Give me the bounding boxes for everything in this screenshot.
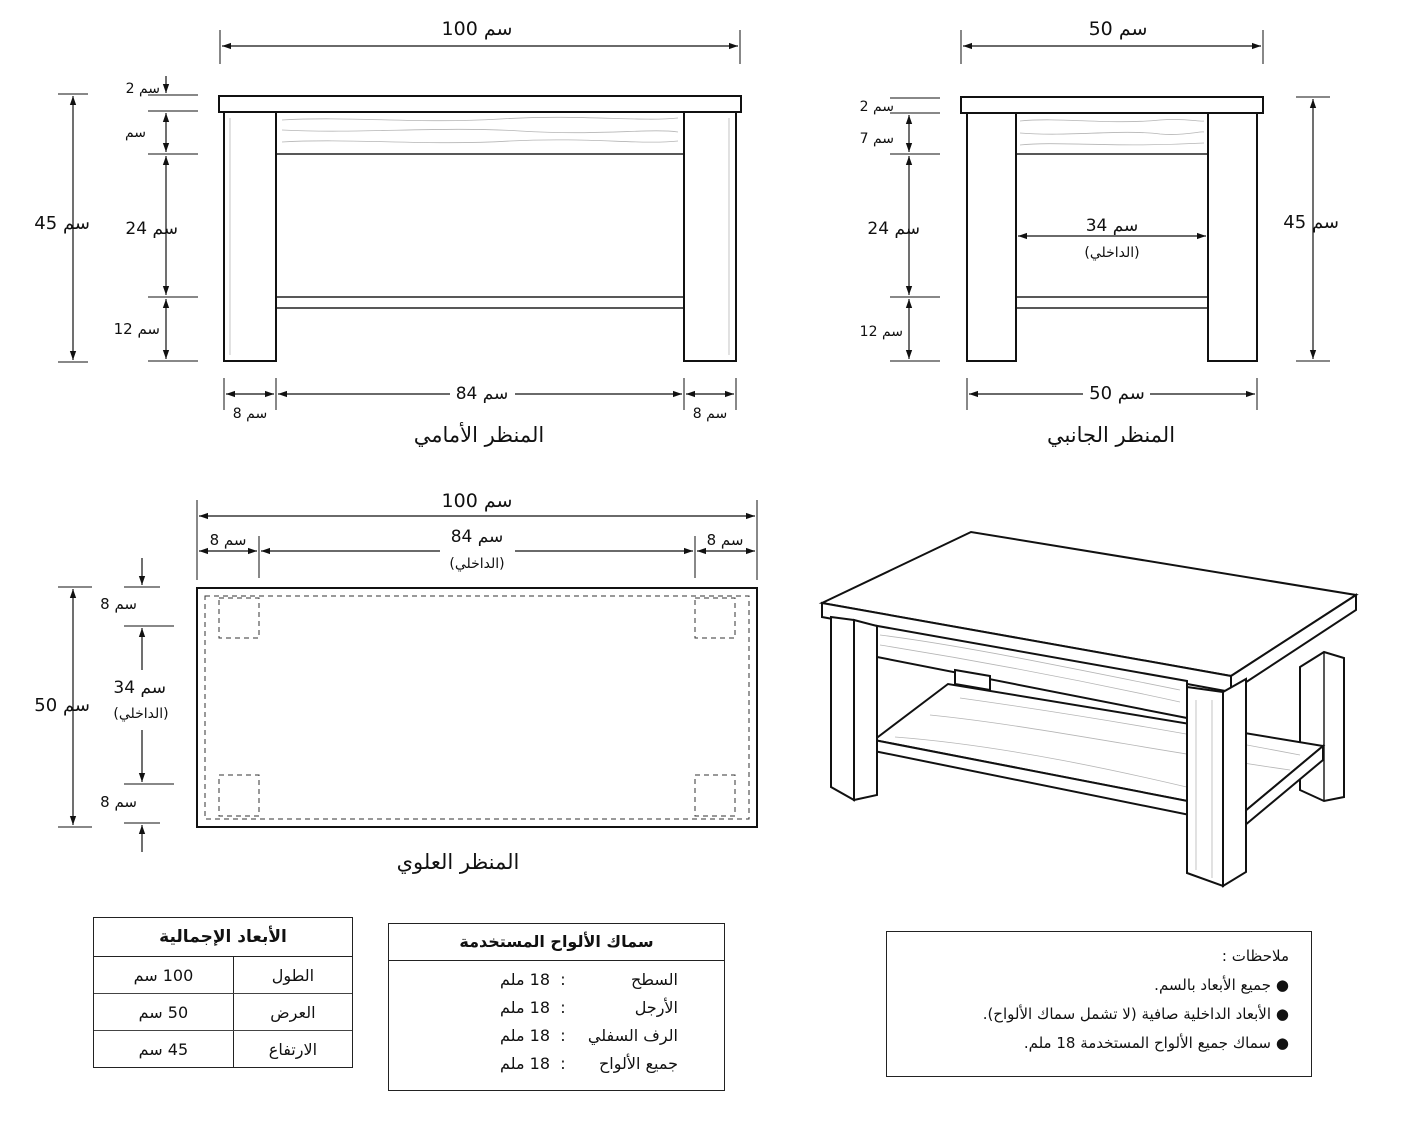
thickness-row — [389, 1049, 678, 1077]
side-inner-note: (الداخلي) — [1084, 245, 1140, 261]
thickness-row — [389, 993, 678, 1021]
iso-back-right-leg — [1300, 652, 1344, 801]
front-tabletop — [219, 96, 741, 112]
side-right-leg — [1208, 113, 1257, 361]
front-left-leg-label: 8 سم — [232, 406, 268, 422]
top-inner-depth-note: (الداخلي) — [113, 706, 169, 722]
front-right-leg — [684, 112, 736, 361]
side-apron-label: 7 سم — [859, 131, 894, 147]
side-middle-gap-label: 24 سم — [867, 219, 920, 239]
notes-item — [887, 1028, 1289, 1057]
iso-front-left-leg-face — [831, 617, 854, 800]
thickness-row-label: جميع الألواح — [598, 1053, 678, 1073]
side-left-leg — [967, 113, 1016, 361]
side-shelf — [1016, 297, 1208, 308]
notes-item-text: الأبعاد الداخلية صافية (لا تشمل سماك الألواح). — [982, 1004, 1271, 1023]
thickness-row — [389, 965, 678, 993]
front-middle-gap-label: 24 سم — [125, 219, 178, 239]
notes-item — [887, 999, 1289, 1028]
thickness-row-value: 18 ملم — [500, 969, 550, 989]
side-inner-width-label: 34 سم — [1085, 216, 1139, 236]
front-length-label: 100 سم — [441, 18, 513, 40]
thickness-row-label: السطح — [630, 969, 678, 989]
thickness-row-separator: : — [560, 1025, 566, 1045]
overall-dimensions-table — [93, 917, 353, 1068]
top-right-leg-label: 8 سم — [706, 531, 744, 549]
notes-item-text: سماك جميع الألواح المستخدمة 18 ملم. — [1023, 1033, 1271, 1052]
thickness-table — [388, 923, 725, 1091]
top-left-leg-label: 8 سم — [209, 531, 247, 549]
front-shelf — [276, 297, 684, 308]
front-inner-width-label: 84 سم — [455, 384, 509, 404]
front-shelf-height-label: 12 سم — [113, 320, 160, 338]
isometric-view — [822, 532, 1356, 886]
top-leg-top-label: 8 سم — [100, 595, 137, 613]
overall-table-header: الأبعاد الإجمالية — [94, 918, 352, 957]
notes-item-text: جميع الأبعاد بالسم. — [1154, 975, 1271, 994]
side-shelf-height-label: 12 سم — [859, 324, 903, 340]
notes-item — [887, 970, 1289, 999]
front-apron-label: سم — [124, 125, 146, 141]
top-depth-label: 50 سم — [34, 695, 90, 716]
top-view-title: المنظر العلوي — [396, 850, 520, 874]
bullet-icon: ● — [1275, 1004, 1289, 1023]
front-view — [34, 18, 741, 447]
side-top-thickness-label: 2 سم — [859, 99, 894, 115]
bullet-icon: ● — [1275, 975, 1289, 994]
thickness-row-value: 18 ملم — [500, 1025, 550, 1045]
notes-header: ملاحظات : — [1221, 947, 1289, 965]
side-view — [860, 18, 1339, 447]
top-leg-bottom-label: 8 سم — [100, 793, 137, 811]
thickness-row-separator: : — [560, 997, 566, 1017]
overall-row-value: 45 سم — [138, 1039, 189, 1059]
front-right-leg-label: 8 سم — [692, 406, 728, 422]
thickness-table-header: سماك الألواح المستخدمة — [389, 924, 724, 961]
front-left-leg — [224, 112, 276, 361]
side-apron — [1016, 113, 1208, 154]
top-inner-length-label: 84 سم — [450, 527, 504, 547]
thickness-row — [389, 1021, 678, 1049]
thickness-row-value: 18 ملم — [500, 1053, 550, 1073]
front-top-thickness-label: 2 سم — [125, 81, 160, 97]
overall-row-label: الارتفاع — [233, 1031, 352, 1068]
top-tabletop-outline — [197, 588, 757, 827]
side-tabletop — [961, 97, 1263, 113]
notes-panel — [886, 931, 1312, 1077]
bullet-icon: ● — [1275, 1033, 1289, 1052]
side-width-label: 50 سم — [1088, 18, 1148, 40]
side-bottom-width-label: 50 سم — [1089, 383, 1145, 404]
top-inner-depth-label: 34 سم — [113, 678, 166, 698]
overall-row-value: 100 سم — [94, 957, 233, 994]
overall-row-value: 50 سم — [94, 994, 233, 1031]
iso-front-right-leg-face — [1187, 687, 1223, 886]
overall-row-label: الطول — [233, 957, 352, 994]
top-inner-length-note: (الداخلي) — [449, 556, 505, 572]
front-total-height-label: 45 سم — [34, 213, 90, 234]
thickness-row-separator: : — [560, 1053, 566, 1073]
overall-row-label: العرض — [233, 994, 352, 1031]
thickness-row-label: الرف السفلي — [587, 1025, 678, 1045]
top-view — [34, 490, 757, 874]
front-view-title: المنظر الأمامي — [413, 423, 545, 447]
thickness-row-label: الأرجل — [634, 997, 678, 1017]
thickness-row-value: 18 ملم — [500, 997, 550, 1017]
side-view-title: المنظر الجانبي — [1046, 423, 1176, 447]
thickness-row-separator: : — [560, 969, 566, 989]
side-total-height-label: 45 سم — [1283, 212, 1339, 233]
top-length-label: 100 سم — [441, 490, 513, 512]
